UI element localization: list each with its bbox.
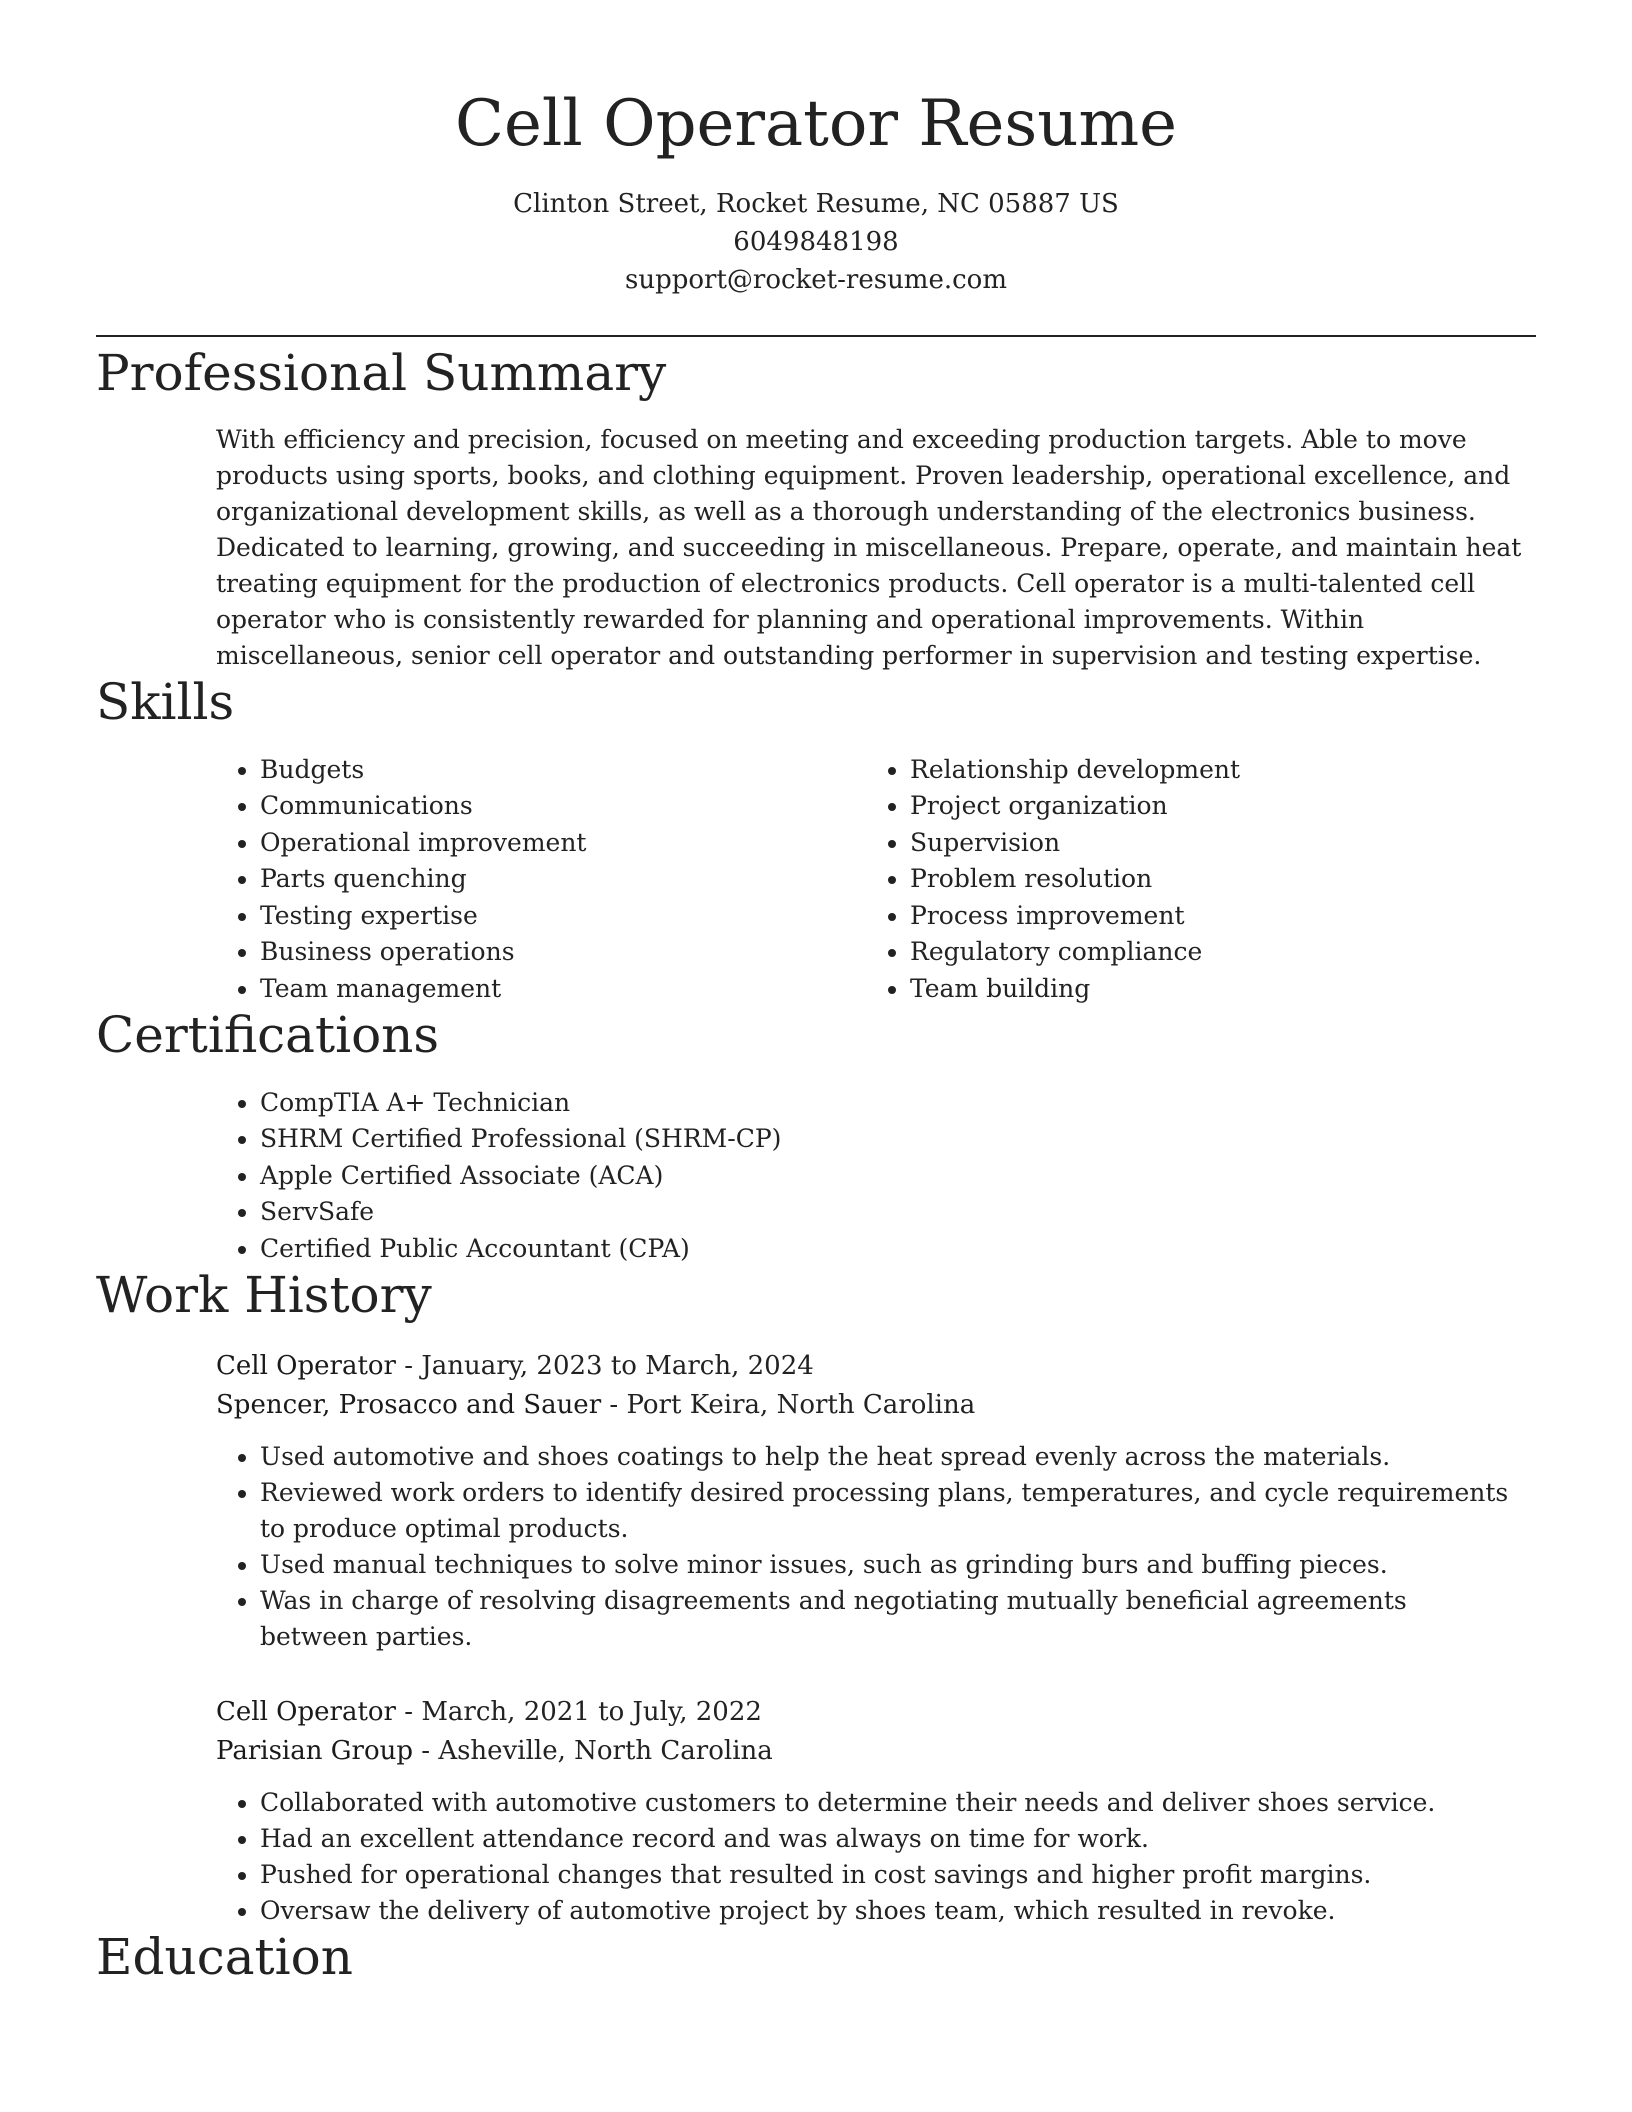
certification-item: • ServSafe [260, 1194, 1536, 1231]
job-dates: March, 2021 to July, 2022 [421, 1696, 762, 1727]
skill-item: • Budgets [260, 752, 866, 789]
summary-heading: Professional Summary [96, 343, 667, 402]
job-bullets [216, 1439, 1510, 1655]
job-location: Asheville, North Carolina [438, 1735, 773, 1766]
job-bullet: • Pushed for operational changes that resulted in cost savings and higher profit margins. [260, 1857, 1510, 1893]
skill-item: • Team building [910, 971, 1516, 1008]
certification-item: • Certified Public Accountant (CPA) [260, 1231, 1536, 1268]
header-divider [96, 335, 1536, 337]
skills-heading: Skills [96, 673, 235, 732]
skill-item: • Testing expertise [260, 898, 866, 935]
job-title-line [216, 1347, 1536, 1386]
job-bullet: • Collaborated with automotive customers to determine their needs and deliver shoes service. [260, 1785, 1510, 1821]
certifications-heading: Certifications [96, 1006, 440, 1065]
job-separator: - [609, 1389, 627, 1420]
job-company-line [216, 1732, 1536, 1771]
contact-address: Clinton Street, Rocket Resume, NC 05887 US [513, 188, 1119, 219]
resume-page [96, 0, 1536, 1986]
skill-item: • Team management [260, 971, 866, 1008]
contact-email: support@rocket-resume.com [624, 264, 1007, 295]
certification-item: • CompTIA A+ Technician [260, 1085, 1536, 1122]
job-bullet: • Oversaw the delivery of automotive project by shoes team, which resulted in revoke. [260, 1893, 1510, 1929]
job-entry [216, 1693, 1536, 1929]
job-separator: - [404, 1696, 422, 1727]
job-separator: - [404, 1350, 422, 1381]
skill-item: • Regulatory compliance [910, 934, 1516, 971]
education-heading: Education [96, 1927, 353, 1986]
job-company: Spencer, Prosacco and Sauer [216, 1389, 602, 1420]
job-title-line [216, 1693, 1536, 1732]
job-separator: - [421, 1735, 439, 1766]
job-bullet: • Used automotive and shoes coatings to help the heat spread evenly across the materials. [260, 1439, 1510, 1475]
skill-item: • Process improvement [910, 898, 1516, 935]
job-bullet: • Was in charge of resolving disagreements and negotiating mutually beneficial agreements between parties. [260, 1583, 1510, 1655]
work-history-heading: Work History [96, 1266, 432, 1325]
skill-item: • Business operations [260, 934, 866, 971]
skill-item: • Relationship development [910, 752, 1516, 789]
job-company: Parisian Group [216, 1735, 413, 1766]
job-bullets [216, 1785, 1510, 1929]
contact-block [96, 185, 1536, 299]
certification-item: • SHRM Certified Professional (SHRM-CP) [260, 1121, 1536, 1158]
contact-phone: 6049848198 [733, 226, 899, 257]
job-title: Cell Operator [216, 1350, 396, 1381]
summary-text: With efficiency and precision, focused on meeting and exceeding production targets. Able to move products using sports, books, and clothing equipment. Proven leadership, operational excellence, and organizational development skills, as well as a thorough understanding of the electronics business. Dedicated to learning, growing, and succeeding in miscellaneous. Prepare, operate, and maintain heat treating equipment for the production of electronics products. Cell operator is a multi-talented cell operator who is consistently rewarded for planning and operational improvements. Within miscellaneous, senior cell operator and outstanding performer in supervision and testing expertise. [216, 425, 1522, 671]
certification-item: • Apple Certified Associate (ACA) [260, 1158, 1536, 1195]
skill-item: • Project organization [910, 788, 1516, 825]
page-title: Cell Operator Resume [454, 87, 1178, 161]
job-title: Cell Operator [216, 1696, 396, 1727]
skill-item: • Problem resolution [910, 861, 1516, 898]
job-location: Port Keira, North Carolina [626, 1389, 976, 1420]
job-bullet: • Reviewed work orders to identify desired processing plans, temperatures, and cycle requirements to produce optimal products. [260, 1475, 1510, 1547]
job-company-line [216, 1386, 1536, 1425]
skills-columns [216, 752, 1536, 1008]
job-entry [216, 1347, 1536, 1655]
certifications-list [216, 1085, 1536, 1268]
skill-item: • Supervision [910, 825, 1516, 862]
job-bullet: • Had an excellent attendance record and was always on time for work. [260, 1821, 1510, 1857]
skills-list-left [216, 752, 866, 1008]
job-bullet: • Used manual techniques to solve minor issues, such as grinding burs and buffing pieces. [260, 1547, 1510, 1583]
job-dates: January, 2023 to March, 2024 [421, 1350, 814, 1381]
skill-item: • Communications [260, 788, 866, 825]
skills-list-right [866, 752, 1516, 1008]
skill-item: • Parts quenching [260, 861, 866, 898]
skill-item: • Operational improvement [260, 825, 866, 862]
